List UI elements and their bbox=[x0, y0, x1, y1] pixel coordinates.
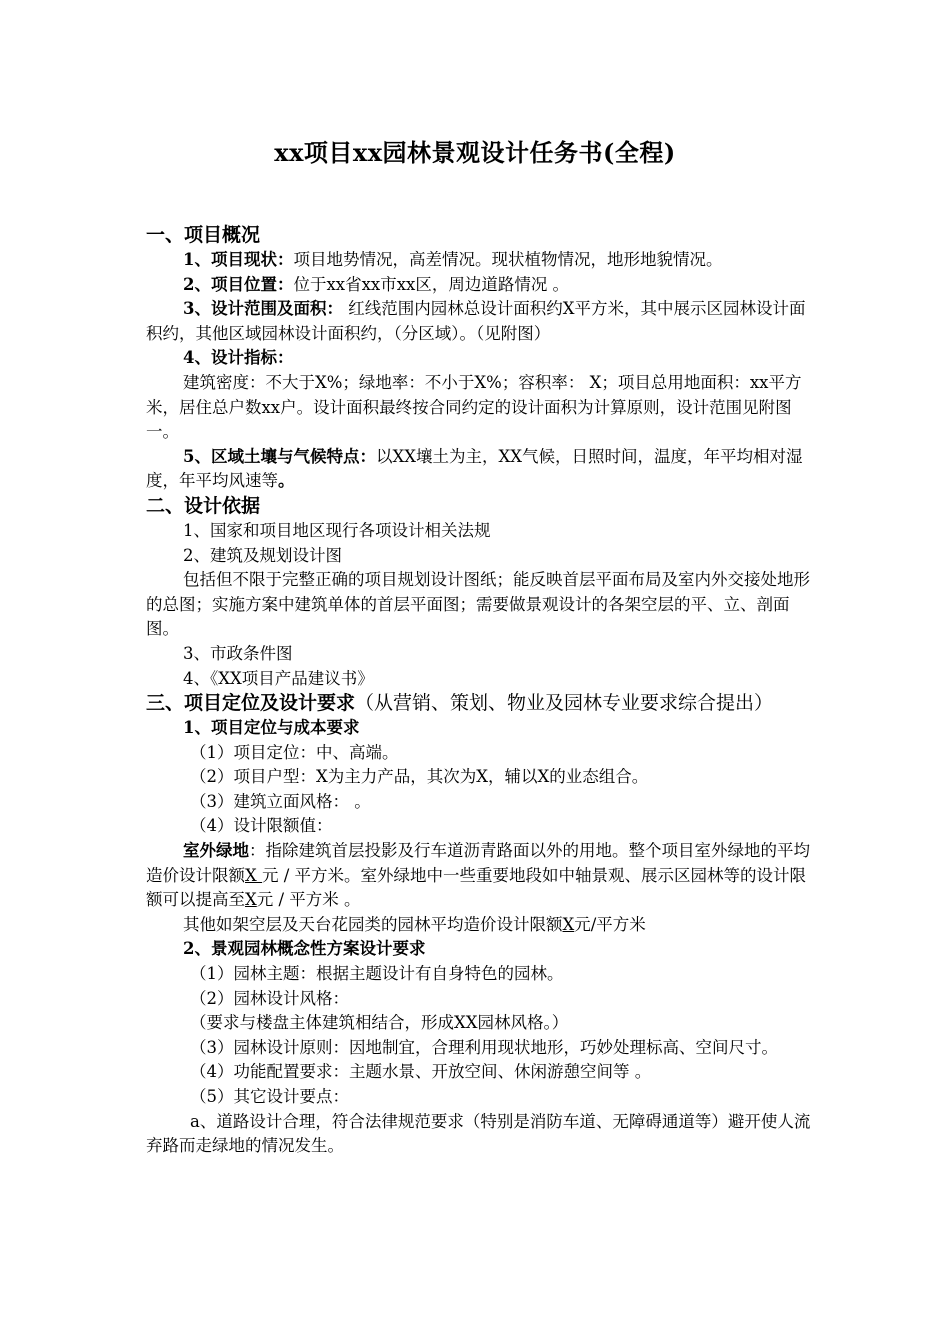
s3-sub-2: 2、景观园林概念性方案设计要求 bbox=[183, 939, 426, 959]
s3-item-1-2: （2）项目户型：X为主力产品，其次为X，辅以X的业态组合。 bbox=[190, 767, 649, 787]
section-3-heading-main: 三、项目定位及设计要求 bbox=[146, 692, 356, 715]
s3-item-2-3: （3）园林设计原则：因地制宜，合理利用现状地形，巧妙处理标高、空间尺寸。 bbox=[190, 1037, 778, 1057]
s3-item-2-5: （5）其它设计要点： bbox=[190, 1087, 349, 1106]
s2-item-1: 1、国家和项目地区现行各项设计相关法规 bbox=[183, 520, 491, 540]
s3-item-2-4: （4）功能配置要求：主题水景、开放空间、休闲游憩空间等 。 bbox=[190, 1062, 652, 1082]
section-1-heading: 一、项目概况 bbox=[146, 224, 261, 246]
s2-item-3: 3、市政条件图 bbox=[183, 643, 293, 663]
s1-item-5-end: 。 bbox=[278, 471, 295, 491]
s1-item-4-label: 4、设计指标： bbox=[183, 348, 294, 368]
s3-green-value-2: X bbox=[245, 890, 257, 910]
s3-sub-1: 1、项目定位与成本要求 bbox=[183, 718, 360, 738]
s3-item-1-4: （4）设计限额值： bbox=[190, 816, 333, 836]
s1-item-3 bbox=[146, 297, 814, 346]
s1-item-5 bbox=[146, 445, 814, 494]
s3-item-1-1: （1）项目定位：中、高端。 bbox=[190, 742, 399, 762]
s1-item-4 bbox=[146, 346, 814, 371]
s1-item-5-text: 以XX壤土为主，XX气候，日照时间，温度，年平均相对湿度，年平均风速等 bbox=[146, 446, 803, 491]
s3-green-label: 室外绿地 bbox=[183, 841, 249, 861]
s3-green-text-2: 元 / 平方米。室外绿地中一些重要地段如中轴景观、展示区园林等的设计限额可以提高至 bbox=[146, 865, 807, 910]
document-body bbox=[146, 223, 814, 1159]
section-2-heading: 二、设计依据 bbox=[146, 494, 261, 517]
s1-item-2-label: 2、项目位置： bbox=[183, 274, 294, 294]
s1-item-3-label: 3、设计范围及面积： bbox=[183, 299, 343, 319]
s3-item-2-1: （1）园林主题：根据主题设计有自身特色的园林。 bbox=[190, 964, 564, 984]
s3-green-value-1: X bbox=[245, 865, 262, 885]
s1-item-5-label: 5、区域土壤与气候特点： bbox=[183, 446, 376, 466]
s3-item-2-2-text: （要求与楼盘主体建筑相结合，形成XX园林风格。） bbox=[190, 1013, 569, 1033]
s1-item-2 bbox=[146, 273, 814, 298]
s3-green-text-1: ：指除建筑首层投影及行车道沥青路面以外的用地。整个项目室外绿地的平均造价设计限额 bbox=[146, 841, 810, 885]
s3-other-paragraph bbox=[146, 913, 814, 938]
s2-item-2: 2、建筑及规划设计图 bbox=[183, 545, 342, 565]
section-3-heading-tail: （从营销、策划、物业及园林专业要求综合提出） bbox=[355, 692, 774, 715]
s1-item-1 bbox=[146, 248, 814, 273]
s1-item-1-text: 项目地势情况，高差情况。现状植物情况，地形地貌情况。 bbox=[293, 250, 723, 269]
s3-item-2-5-a: a、道路设计合理，符合法律规范要求（特别是消防车道、无障碍通道等）避开使人流弃路而走绿地的情况发生。 bbox=[146, 1111, 811, 1156]
s1-item-1-label: 1、项目现状： bbox=[183, 250, 294, 269]
s3-other-text-1: 其他如架空层及天台花园类的园林平均造价设计限额 bbox=[183, 914, 563, 934]
section-3-heading bbox=[146, 691, 814, 716]
s3-green-paragraph bbox=[146, 839, 814, 913]
s3-other-text-2: 元/平方米 bbox=[574, 914, 646, 934]
s3-green-text-3: 元 / 平方米 。 bbox=[256, 890, 361, 910]
s1-item-3-text: 红线范围内园林总设计面积约X平方米，其中展示区园林设计面积约，其他区域园林设计面积约，（分区域）。（见附图） bbox=[146, 299, 806, 343]
s2-item-4: 4、《XX项目产品建议书》 bbox=[183, 668, 374, 688]
s3-item-1-3: （3）建筑立面风格： 。 bbox=[190, 791, 371, 811]
s2-item-2-text: 包括但不限于完整正确的项目规划设计图纸；能反映首层平面布局及室内外交接处地形的总图；实施方案中建筑单体的首层平面图；需要做景观设计的各架空层的平、立、剖面图。 bbox=[146, 570, 810, 639]
document-title: xx项目xx园林景观设计任务书(全程) bbox=[274, 138, 676, 167]
s1-item-4-text: 建筑密度：不大于X%；绿地率：不小于X%；容积率： X；项目总用地面积：xx平方米，居住总户数xx户。设计面积最终按合同约定的设计面积为计算原则，设计范围见附图一。 bbox=[146, 372, 802, 442]
s3-item-2-2: （2）园林设计风格： bbox=[190, 988, 349, 1008]
s1-item-2-text: 位于xx省xx市xx区，周边道路情况 。 bbox=[293, 274, 570, 294]
s3-other-value: X bbox=[562, 914, 575, 934]
